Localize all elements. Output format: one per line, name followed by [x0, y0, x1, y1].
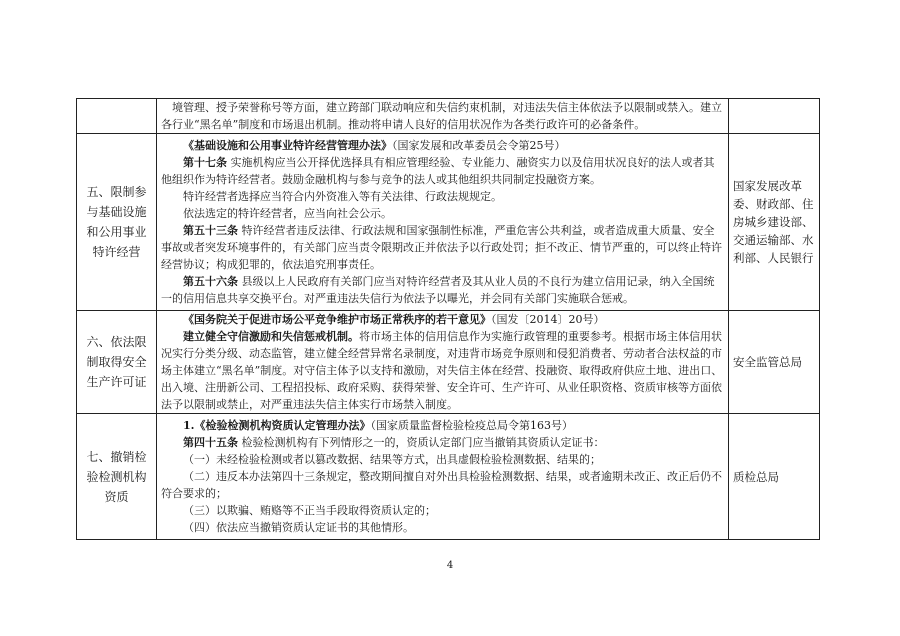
- paragraph: [161, 311, 724, 328]
- category-cell: 六、依法限制取得安全生产许可证: [77, 311, 157, 414]
- paragraph: [161, 188, 724, 205]
- row-inspection: [77, 414, 820, 540]
- bold-heading: 第五十六条: [183, 275, 238, 288]
- department-cell: 质检总局: [729, 414, 820, 540]
- paragraph-text: 特许经营者选择应当符合内外资准入等有关法律、行政法规规定。: [183, 190, 502, 203]
- paragraph-text: （四）依法应当撤销资质认定证书的其他情形。: [183, 521, 414, 534]
- paragraph: [161, 205, 724, 222]
- bold-heading: 第十七条: [183, 156, 227, 169]
- paragraph-text: 特许经营者违反法律、行政法规和国家强制性标准，严重危害公共利益，或者造成重大质量、安全事故或者突发环境事件的，有关部门应当责令限期改正并依法予以行政处罚；拒不改正、情节严重的，可以终止特许经营协议；构成犯罪的，依法追究刑事责任。: [161, 224, 722, 271]
- paragraph-text: 实施机构应当公开择优选择具有相应管理经验、专业能力、融资实力以及信用状况良好的法人或者其他组织作为特许经营者。鼓励金融机构与参与竞争的法人或其他组织共同制定投融资方案。: [161, 156, 715, 186]
- bold-heading: 《国务院关于促进市场公平竞争维护市场正常秩序的若干意见》: [183, 313, 491, 326]
- paragraph-text: 依法选定的特许经营者，应当向社会公示。: [183, 207, 392, 220]
- bold-heading: 第五十三条: [183, 224, 238, 237]
- bold-heading: 《基础设施和公用事业特许经营管理办法》: [183, 139, 392, 152]
- page-number: 4: [446, 560, 454, 571]
- paragraph: [161, 434, 724, 451]
- paragraph: [161, 222, 724, 273]
- paragraph: [161, 154, 724, 188]
- paragraph-text: （三）以欺骗、贿赂等不正当手段取得资质认定的；: [183, 504, 436, 517]
- paragraph: [161, 417, 724, 434]
- paragraph-text: 将市场主体的信用信息作为实施行政管理的重要参考。根据市场主体信用状况实行分类分级、动态监管，建立健全经营异常名录制度，对违背市场竞争原则和侵犯消费者、劳动者合法权益的市场主体建立“黑名单”制度。对守信主体予以支持和激励，对失信主体在经营、投融资、取得政府供应土地、进出口、出入境、注册新公司、工程招投标、政府采购、获得荣誉、安全许可、生产许可、从业任职资格、资质审核等方面依法予以限制或禁止，对严重违法失信主体实行市场禁入制度。: [161, 330, 723, 411]
- paragraph-text: 检验检测机构有下列情形之一的，资质认定部门应当撤销其资质认定证书：: [238, 436, 605, 449]
- department-cell: [729, 99, 820, 134]
- department-cell: 安全监管总局: [729, 311, 820, 414]
- paragraph: [161, 451, 724, 468]
- paragraph-text: 县级以上人民政府有关部门应当对特许经营者及其从业人员的不良行为建立信用记录，纳入全国统一的信用信息共享交换平台。对严重违法失信行为依法予以曝光，并会同有关部门实施联合惩戒。: [161, 275, 715, 305]
- paragraph-text: （国发〔2014〕20号）: [491, 313, 605, 326]
- content-cell: [157, 311, 729, 414]
- paragraph: [161, 273, 724, 307]
- row-safety-license: [77, 311, 820, 414]
- content-cell: [157, 99, 729, 134]
- row-franchise: [77, 134, 820, 311]
- bold-heading: 第四十五条: [183, 436, 238, 449]
- category-cell: [77, 99, 157, 134]
- paragraph: [161, 137, 724, 154]
- row-continuation: [77, 99, 820, 134]
- paragraph-text: （国家质量监督检验检疫总局令第163号）: [370, 419, 573, 432]
- content-cell: [157, 414, 729, 540]
- paragraph: [161, 502, 724, 519]
- document-table: [76, 98, 820, 540]
- paragraph-text: （国家发展和改革委员会令第25号）: [392, 139, 566, 152]
- department-cell: 国家发展改革委、财政部、住房城乡建设部、交通运输部、水利部、人民银行: [729, 134, 820, 311]
- paragraph-text: 境管理、授予荣誉称号等方面，建立跨部门联动响应和失信约束机制，对违法失信主体依法予以限制或禁入。建立各行业“黑名单”制度和市场退出机制。推动将申请人良好的信用状况作为各类行政许可的必备条件。: [161, 101, 722, 131]
- paragraph: [161, 328, 724, 413]
- category-cell: 七、撤销检验检测机构资质: [77, 414, 157, 540]
- content-cell: [157, 134, 729, 311]
- paragraph-text: （二）违反本办法第四十三条规定，整改期间擅自对外出具检验检测数据、结果，或者逾期未改正、改正后仍不符合要求的；: [161, 470, 722, 500]
- paragraph: [161, 519, 724, 536]
- bold-heading: 建立健全守信激励和失信惩戒机制。: [183, 330, 359, 343]
- category-cell: 五、限制参与基础设施和公用事业特许经营: [77, 134, 157, 311]
- paragraph-text: （一）未经检验检测或者以篡改数据、结果等方式，出具虚假检验检测数据、结果的；: [183, 453, 601, 466]
- bold-heading: 1.《检验检测机构资质认定管理办法》: [183, 419, 371, 432]
- paragraph: [161, 99, 724, 133]
- paragraph: [161, 468, 724, 502]
